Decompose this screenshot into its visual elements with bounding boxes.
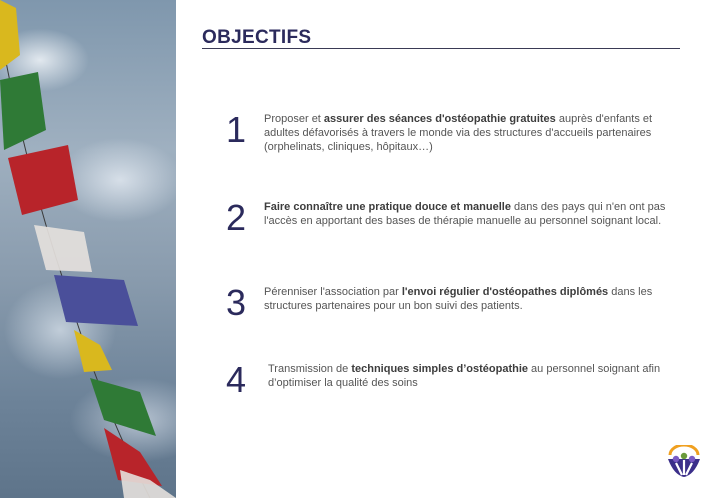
- prayer-flags-illustration: [0, 0, 176, 498]
- prayer-flags-photo: [0, 0, 176, 498]
- association-logo-icon: [664, 445, 704, 481]
- objective-number: 3: [226, 282, 247, 323]
- title-divider: [202, 48, 680, 49]
- objective-text: Proposer et assurer des séances d'ostéopathie gratuites auprès d'enfants et adultes défavorisés à travers le monde via des structures d'accueils partenaires (orphelinats, cliniques, hôpitaux…): [264, 113, 653, 153]
- objective-text: Pérenniser l'association par l'envoi régulier d'ostéopathes diplômés dans les structures partenaires pour un bon suivi des patients.: [264, 286, 653, 312]
- page-title: OBJECTIFS: [202, 27, 312, 48]
- objective-text: Transmission de techniques simples d’ostéopathie au personnel soignant afin d’optimiser la qualité des soins: [268, 363, 661, 389]
- objective-number: 1: [226, 109, 247, 150]
- objective-number: 4: [226, 359, 247, 400]
- objective-number: 2: [226, 197, 247, 238]
- objective-text: Faire connaître une pratique douce et manuelle dans des pays qui n'en ont pas l'accès en apportant des bases de thérapie manuelle au personnel soignant local.: [264, 201, 666, 227]
